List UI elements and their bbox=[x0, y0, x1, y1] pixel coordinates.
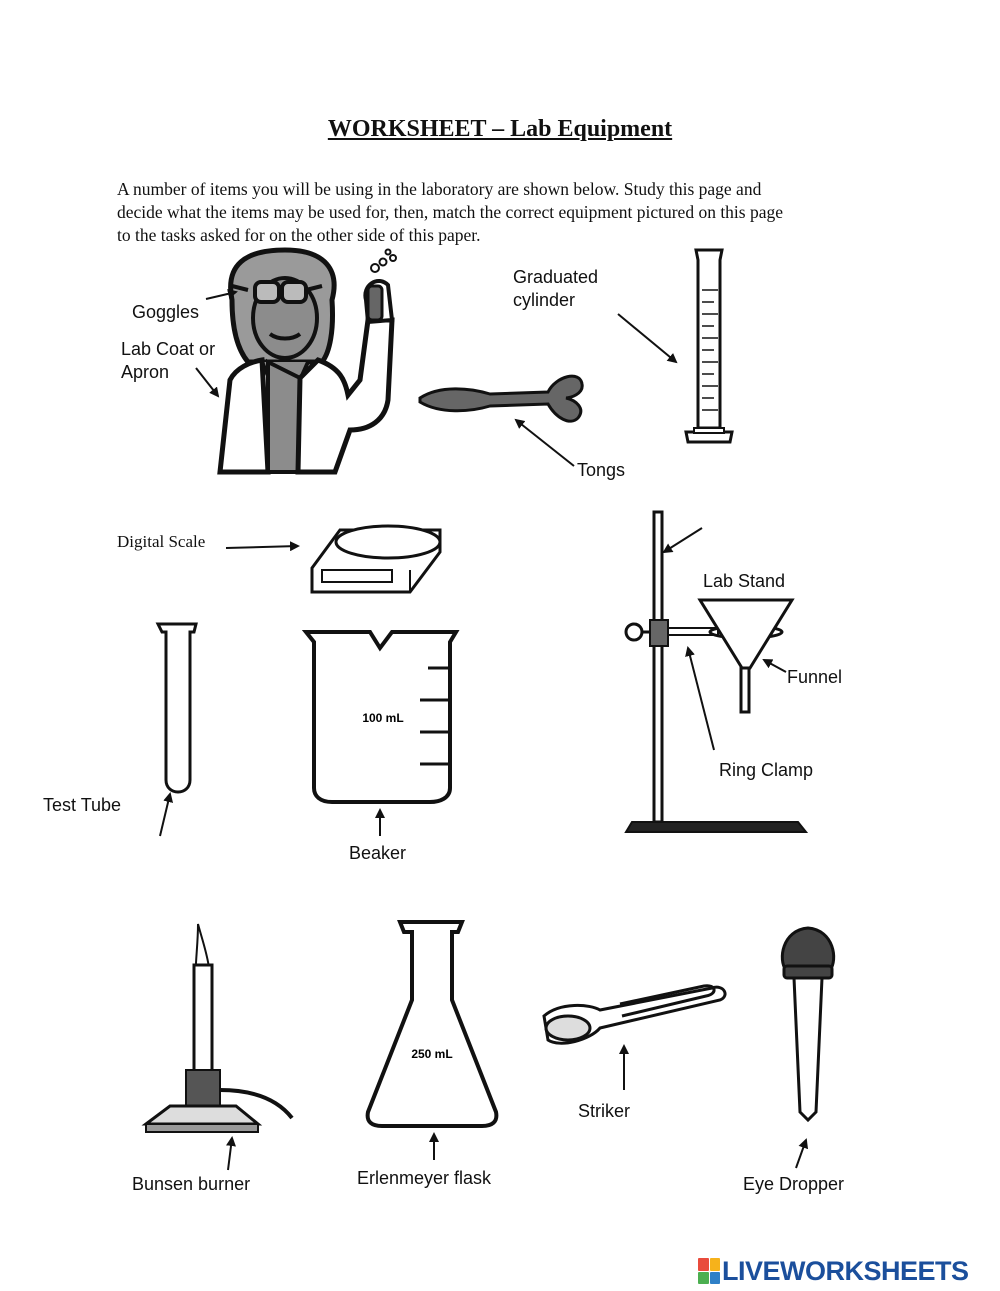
bunsen-burner-illustration bbox=[146, 924, 292, 1132]
graduated-cylinder-arrow bbox=[618, 314, 676, 362]
beaker-illustration bbox=[306, 632, 456, 802]
ring-clamp-label: Ring Clamp bbox=[719, 760, 814, 780]
digital-scale-illustration bbox=[312, 526, 440, 592]
graduated-cylinder-illustration bbox=[686, 250, 732, 442]
funnel-illustration bbox=[700, 600, 792, 712]
striker-label: Striker bbox=[578, 1101, 631, 1121]
bunsen-burner-arrow bbox=[228, 1138, 232, 1170]
lab-coat-arrow bbox=[196, 368, 218, 396]
graduated-cylinder-label-line1: Graduated bbox=[513, 267, 599, 287]
tongs-arrow bbox=[516, 420, 574, 466]
bunsen-burner-label: Bunsen burner bbox=[132, 1174, 251, 1194]
digital-scale-arrow bbox=[226, 546, 298, 548]
tongs-illustration bbox=[420, 376, 582, 421]
digital-scale-label: Digital Scale bbox=[117, 532, 206, 551]
intro-line: decide what the items may be used for, then, match the correct equipment pictured on this page bbox=[117, 202, 784, 222]
flask-volume-marking: 250 mL bbox=[411, 1047, 453, 1061]
lab-coat-label-line1: Lab Coat or bbox=[121, 339, 216, 359]
lab-stand-illustration bbox=[626, 512, 806, 832]
liveworksheets-logo-icon bbox=[698, 1258, 720, 1284]
lab-coat-label-line2: Apron bbox=[121, 362, 170, 382]
striker-illustration bbox=[544, 986, 725, 1043]
eye-dropper-arrow bbox=[796, 1140, 806, 1168]
eye-dropper-label: Eye Dropper bbox=[743, 1174, 845, 1194]
test-tube-illustration bbox=[158, 624, 196, 792]
brand-name: LIVEWORKSHEETS bbox=[722, 1255, 969, 1286]
beaker-label: Beaker bbox=[349, 843, 407, 863]
erlenmeyer-flask-illustration bbox=[368, 922, 497, 1126]
beaker-volume-marking: 100 mL bbox=[362, 711, 404, 725]
eye-dropper-illustration bbox=[782, 928, 833, 1120]
liveworksheets-logo[interactable] bbox=[698, 1254, 969, 1288]
tongs-label: Tongs bbox=[577, 460, 626, 480]
lab-stand-label: Lab Stand bbox=[703, 571, 786, 591]
intro-line: A number of items you will be using in the laboratory are shown below. Study this page and bbox=[117, 179, 762, 199]
scientist-illustration bbox=[220, 250, 396, 473]
intro-line: to the tasks asked for on the other side of this paper. bbox=[117, 225, 481, 245]
test-tube-label: Test Tube bbox=[43, 795, 122, 815]
test-tube-arrow bbox=[160, 794, 170, 836]
page-title: WORKSHEET – Lab Equipment bbox=[327, 116, 673, 142]
lab-stand-arrow bbox=[664, 528, 702, 552]
erlenmeyer-flask-label: Erlenmeyer flask bbox=[357, 1168, 492, 1188]
funnel-arrow bbox=[764, 660, 786, 672]
funnel-label: Funnel bbox=[787, 667, 843, 687]
ring-clamp-arrow bbox=[688, 648, 714, 750]
graduated-cylinder-label-line2: cylinder bbox=[513, 290, 576, 310]
goggles-label: Goggles bbox=[132, 302, 200, 322]
